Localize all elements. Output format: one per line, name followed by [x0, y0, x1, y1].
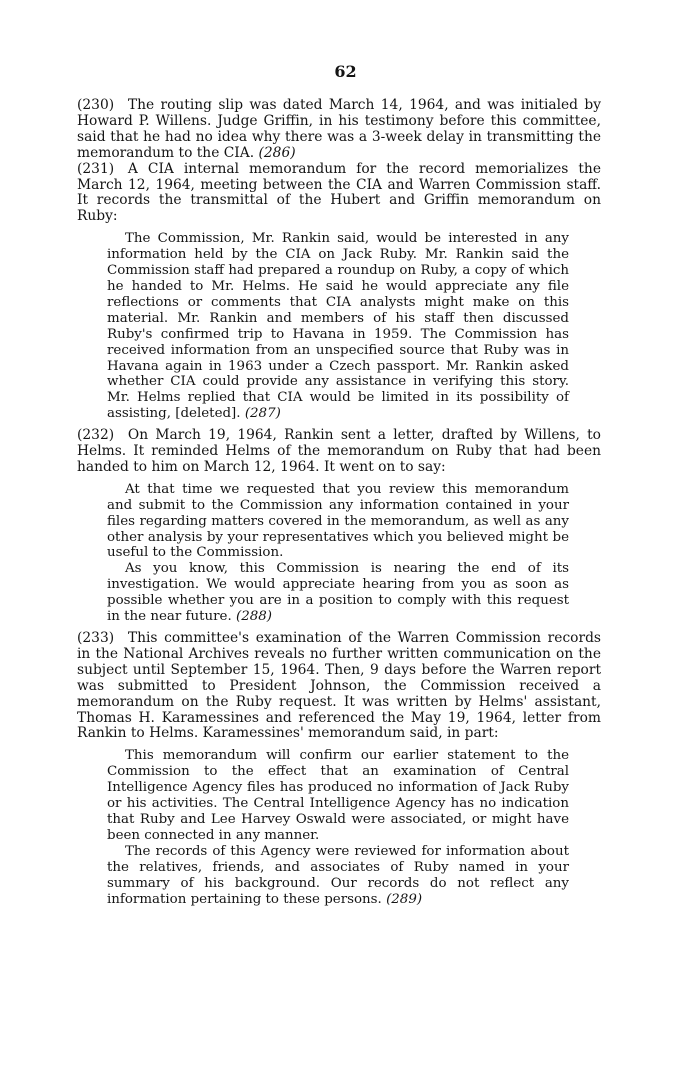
paragraph-text: (233) This committee's examination of the Warren Commission records in the National Archives reveals no further written communication on the subject until September 15, 1964. Then, 9 days before the Warren report was submitted to President Johnson, the Commission received a memorandum on the Ruby request. It was written by Helms' assistant, Thomas H. Karamessines and referenced the May 19, 1964, letter from Rankin to Helms. Karamessines' memorandum said, in part:	[77, 630, 601, 742]
quote-paragraph	[107, 748, 569, 843]
quote-text: This memorandum will confirm our earlier statement to the Commission to the effect that an examination of Central Intelligence Agency files has produced no information of Jack Ruby or his activities. The Central Intelligence Agency has no indication that Ruby and Lee Harvey Oswald were associated, or might have been connected in any manner.	[107, 748, 569, 843]
block-quote	[107, 748, 569, 907]
quote-paragraph	[107, 561, 569, 625]
paragraph-text: (230) The routing slip was dated March 14, 1964, and was initialed by Howard P. Willens. Judge Griffin, in his testimony before this committee, said that he had no idea why there was a 3-week delay in transmitting the memorandum to the CIA.	[77, 97, 601, 161]
paragraph-230	[77, 98, 601, 162]
quote-paragraph	[107, 482, 569, 562]
quote-text: As you know, this Commission is nearing the end of its investigation. We would appreciate hearing from you as soon as possible whether you are in a position to comply with this request in the near future.	[107, 561, 569, 625]
block-quote	[107, 482, 569, 625]
quote-text: The records of this Agency were reviewed for information about the relatives, friends, and associates of Ruby named in your summary of his background. Our records do not reflect any information pertaining to these persons.	[107, 843, 569, 907]
block-quote	[107, 231, 569, 422]
paragraph-232	[77, 428, 601, 476]
footnote-ref: (289)	[386, 891, 423, 907]
footnote-ref: (288)	[235, 609, 272, 625]
paragraph-233	[77, 631, 601, 742]
quote-text: At that time we requested that you review this memorandum and submit to the Commission any information contained in your files regarding matters covered in the memorandum, as well as any other analysis by your representatives which you believed might be useful to the Commission.	[107, 481, 569, 561]
paragraph-text: (232) On March 19, 1964, Rankin sent a letter, drafted by Willens, to Helms. It reminded Helms of the memorandum on Ruby that had been handed to him on March 12, 1964. It went on to say:	[77, 427, 601, 475]
paragraph-text: (231) A CIA internal memorandum for the record memorializes the March 12, 1964, meeting between the CIA and Warren Commission staff. It records the transmittal of the Hubert and Griffin memorandum on Ruby:	[77, 160, 601, 225]
page-number: 62	[334, 62, 357, 81]
quote-paragraph	[107, 844, 569, 908]
quote-paragraph	[107, 231, 569, 422]
body-text	[77, 98, 601, 913]
footnote-ref: (287)	[244, 406, 281, 422]
footnote-ref: (286)	[258, 144, 296, 161]
quote-text: The Commission, Mr. Rankin said, would be interested in any information held by the CIA on Jack Ruby. Mr. Rankin said the Commission staff had prepared a roundup on Ruby, a copy of which he handed to Mr. Helms. He said he would appreciate any file reflections or comments that CIA analysts might make on this material. Mr. Rankin and members of his staff then discussed Ruby's confirmed trip to Havana in 1959. The Commission has received information from an unspecified source that Ruby was in Havana again in 1963 under a Czech passport. Mr. Rankin asked whether CIA could provide any assistance in verifying this story. Mr. Helms replied that CIA would be limited in its possibility of assisting, [deleted].	[107, 231, 569, 422]
paragraph-231	[77, 162, 601, 226]
